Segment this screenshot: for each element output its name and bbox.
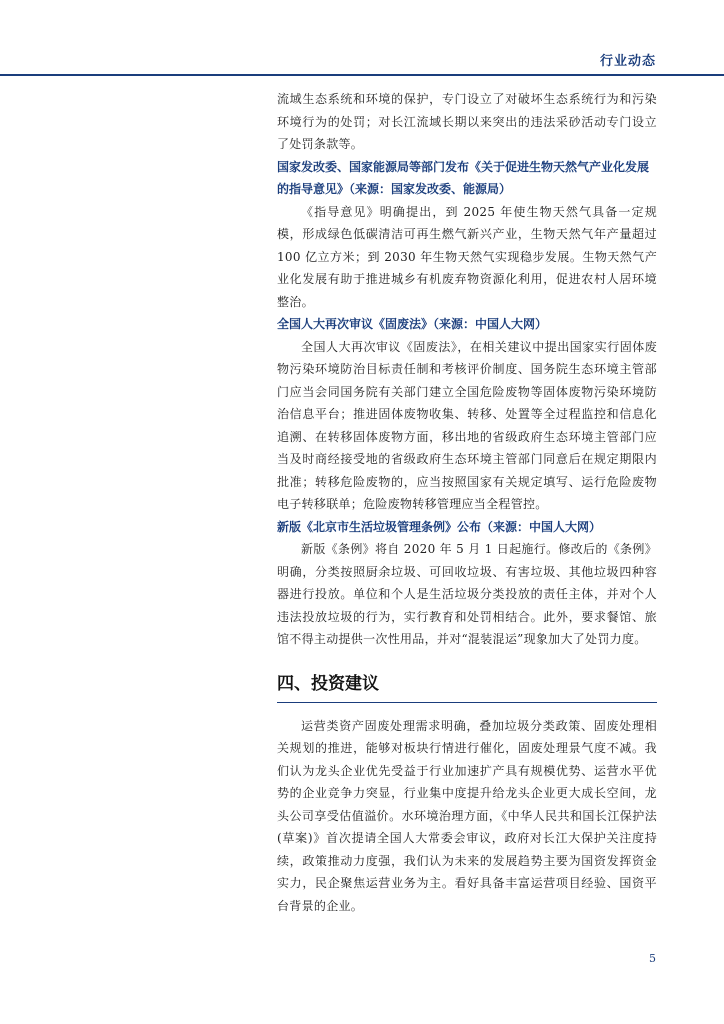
news-body-solid-waste-law: 全国人大再次审议《固废法》，在相关建议中提出国家实行固体废物污染环境防治目标责任制和考核评价制度、国务院生态环境主管部门应当会同国务院有关部门建立全国危险废物等固体废物污染环境防治信息平台；推进固体废物收集、转移、处置等全过程监控和信息化追溯、在转移固体废物方面，移出地的省级政府生态环境主管部门应当及时商经接受地的省级政府生态环境主管部门同意后在规定期限内批准；转移危险废物的，应当按照国家有关规定填写、运行危险废物电子转移联单；危险废物转移管理应当全程管控。 <box>277 339 657 511</box>
intro-paragraph: 流域生态系统和环境的保护，专门设立了对破坏生态系统行为和污染环境行为的处罚；对长江流域长期以来突出的违法采砂活动专门设立了处罚条款等。 <box>277 92 657 151</box>
document-body <box>277 88 657 917</box>
investment-advice-paragraph: 运营类资产固废处理需求明确，叠加垃圾分类政策、固废处理相关规划的推进，能够对板块行情进行催化，固废处理景气度不减。我们认为龙头企业优先受益于行业加速扩产具有规模优势、运营水平优势的企业竞争力突显，行业集中度提升给龙头企业更大成长空间，龙头公司享受估值溢价。水环境治理方面，《中华人民共和国长江保护法(草案)》首次提请全国人大常委会审议，政府对长江大保护关注度持续，政策推动力度强，我们认为未来的发展趋势主要为国资发挥资金实力，民企聚焦运营业务为主。看好具备丰富运营项目经验、国资平台背景的企业。 <box>277 718 657 913</box>
section-heading-investment: 四、投资建议 <box>277 669 657 703</box>
running-header-title: 行业动态 <box>599 54 656 69</box>
page-number: 5 <box>649 952 656 965</box>
news-title-solid-waste-law: 全国人大再次审议《固废法》（来源：中国人大网） <box>277 317 548 331</box>
news-body-biogas: 《指导意见》明确提出，到 2025 年使生物天然气具备一定规模，形成绿色低碳清洁可再生燃气新兴产业，生物天然气年产量超过 100 亿立方米；到 2030 年生物天然气实现稳步发展。生物天然气产业化发展有助于推进城乡有机废弃物资源化利用，促进农村人居环境整治。 <box>277 204 657 309</box>
news-title-biogas: 国家发改委、国家能源局等部门发布《关于促进生物天然气产业化发展的指导意见》（来源：国家发改委、能源局） <box>277 159 650 196</box>
news-body-beijing-garbage: 新版《条例》将自 2020 年 5 月 1 日起施行。修改后的《条例》明确，分类按照厨余垃圾、可回收垃圾、有害垃圾、其他垃圾四种容器进行投放。单位和个人是生活垃圾分类投放的责任主体，并对个人违法投放垃圾的行为，实行教育和处罚相结合。此外，要求餐馆、旅馆不得主动提供一次性用品，并对“混装混运”现象加大了处罚力度。 <box>277 542 657 646</box>
header-divider <box>0 74 724 76</box>
news-title-beijing-garbage: 新版《北京市生活垃圾管理条例》公布（来源：中国人大网） <box>277 519 602 534</box>
